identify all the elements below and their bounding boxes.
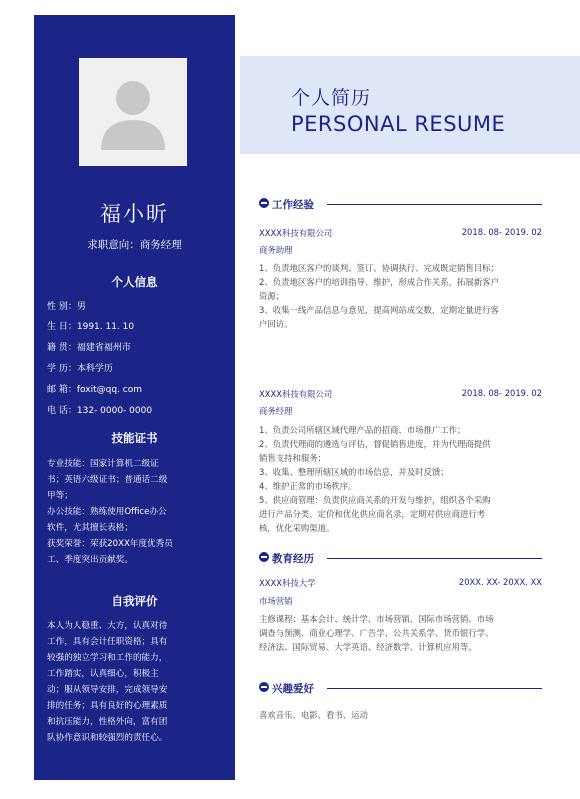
courses-line: 主修课程：基本会计、统计学、市场营销、国际市场营销、市场 [259, 614, 494, 624]
school-date: 20XX. XX- 20XX. XX [458, 577, 542, 587]
work-section-header [259, 197, 542, 211]
job-desc-line: 3、收集一线产品信息与意见，提高网站成交数，定期定量进行客 [259, 305, 499, 315]
job-desc-line: 3、收集、整理所辖区域的市场信息，并及时反馈； [259, 467, 449, 477]
education-level-line: 学 历：本科学历 [47, 364, 113, 374]
courses-line: 调查与预测、商业心理学、广告学、公共关系学、货币银行学、 [259, 628, 494, 638]
job-desc-line: 1、负责公司所辖区域代理产品的招商、市场推广工作； [259, 425, 466, 435]
self-eval-line: 较强的独立学习和工作的能力， [47, 653, 168, 663]
courses-text [259, 612, 544, 654]
self-eval-line: 排的任务；具有良好的心理素质 [47, 701, 168, 711]
resume-title-cn: 个人简历 [291, 87, 372, 109]
skills-text [47, 456, 225, 568]
job-desc-line: 户回访。 [259, 319, 293, 329]
job-desc-line: 2、负责地区客户的培训指导、维护，形成合作关系，拓展新客户 [259, 277, 499, 287]
self-eval-text [47, 618, 225, 746]
section-divider [327, 558, 542, 559]
skills-line: 甲等； [47, 491, 73, 501]
person-icon [79, 58, 187, 166]
avatar [79, 58, 187, 166]
candidate-name: 福小昕 [100, 202, 169, 226]
self-eval-line: 本人为人稳重、大方，认真对待 [47, 621, 168, 631]
job-role: 商务经理 [259, 406, 293, 416]
hobbies-section-title: 兴趣爱好 [272, 683, 314, 695]
self-eval-title: 自我评价 [111, 594, 158, 608]
skills-line: 专业技能：国家计算机二级证 [47, 459, 159, 469]
job-desc-line: 核，优化采购渠道。 [259, 523, 335, 533]
skills-line: 工、季度突出贡献奖。 [47, 555, 133, 565]
email-line: 邮 箱：foxit@qq. com [47, 385, 142, 395]
gear-icon [259, 682, 269, 692]
job-company: XXXX科技有限公司 [259, 228, 333, 238]
job-desc-line: 5、供应商管理：负责供应商关系的开发与维护，组织各个采购 [259, 495, 491, 505]
job-date: 2018. 08- 2019. 02 [461, 227, 542, 237]
skills-title: 技能证书 [111, 431, 158, 445]
job-date: 2018. 08- 2019. 02 [461, 388, 542, 398]
hobbies-text: 喜欢音乐、电影、看书、运动 [259, 710, 368, 720]
self-eval-line: 和抗压能力，性格外向，富有团 [47, 717, 168, 727]
job-company: XXXX科技有限公司 [259, 389, 333, 399]
hometown-line: 籍 贯：福建省福州市 [47, 343, 131, 353]
skills-line: 软件，尤其擅长表格； [47, 523, 133, 533]
minus-circle-icon [259, 198, 269, 208]
courses-line: 经济法、国际贸易、大学英语、经济数学、计算机应用等。 [259, 642, 477, 652]
job-desc-line: 资源； [259, 291, 285, 301]
birthday-line: 生 日：1991. 11. 10 [47, 322, 135, 332]
hobbies-section-header [259, 681, 542, 695]
header-banner [240, 56, 580, 154]
self-eval-line: 工作，具有会计任职资格；具有 [47, 637, 168, 647]
gender-line: 性 别：男 [47, 302, 86, 312]
section-divider [327, 688, 542, 689]
personal-info-title: 个人信息 [111, 275, 158, 289]
minus-circle-icon [259, 552, 269, 562]
education-section-title: 教育经历 [272, 553, 314, 565]
work-section-title: 工作经验 [272, 199, 314, 211]
job-description [259, 423, 544, 535]
self-eval-line: 工作踏实，认真细心，积极主 [47, 669, 159, 679]
skills-line: 书；英语六级证书；普通话二级 [47, 475, 168, 485]
phone-line: 电 话：132- 0000- 0000 [47, 406, 153, 416]
resume-title-en: PERSONAL RESUME [291, 112, 506, 136]
job-desc-line: 销售支持和服务； [259, 453, 326, 463]
sidebar [34, 15, 235, 780]
skills-line: 办公技能：熟练使用Office办公 [47, 507, 167, 517]
job-role: 商务助理 [259, 245, 293, 255]
section-divider [327, 204, 542, 205]
job-desc-line: 1、负责地区客户的谈判、签订、协调执行、完成既定销售目标； [259, 263, 499, 273]
major: 市场营销 [259, 596, 293, 606]
job-desc-line: 2、负责代理商的遴选与评估，督促销售进度，并为代理商提供 [259, 439, 491, 449]
job-intent: 求职意向：商务经理 [87, 239, 182, 251]
job-desc-line: 4、维护正常的市场秩序。 [259, 481, 357, 491]
school-name: XXXX科技大学 [259, 578, 316, 588]
self-eval-line: 动；服从领导安排，完成领导安 [47, 685, 168, 695]
job-desc-line: 进行产品分类、定价和优化供应商名录，定期对供应商进行考 [259, 509, 486, 519]
skills-line: 获奖荣誉：荣获20XX年度优秀员 [47, 539, 173, 549]
self-eval-line: 队协作意识和较强烈的责任心。 [47, 733, 168, 743]
education-section-header [259, 551, 542, 565]
job-description [259, 261, 544, 331]
